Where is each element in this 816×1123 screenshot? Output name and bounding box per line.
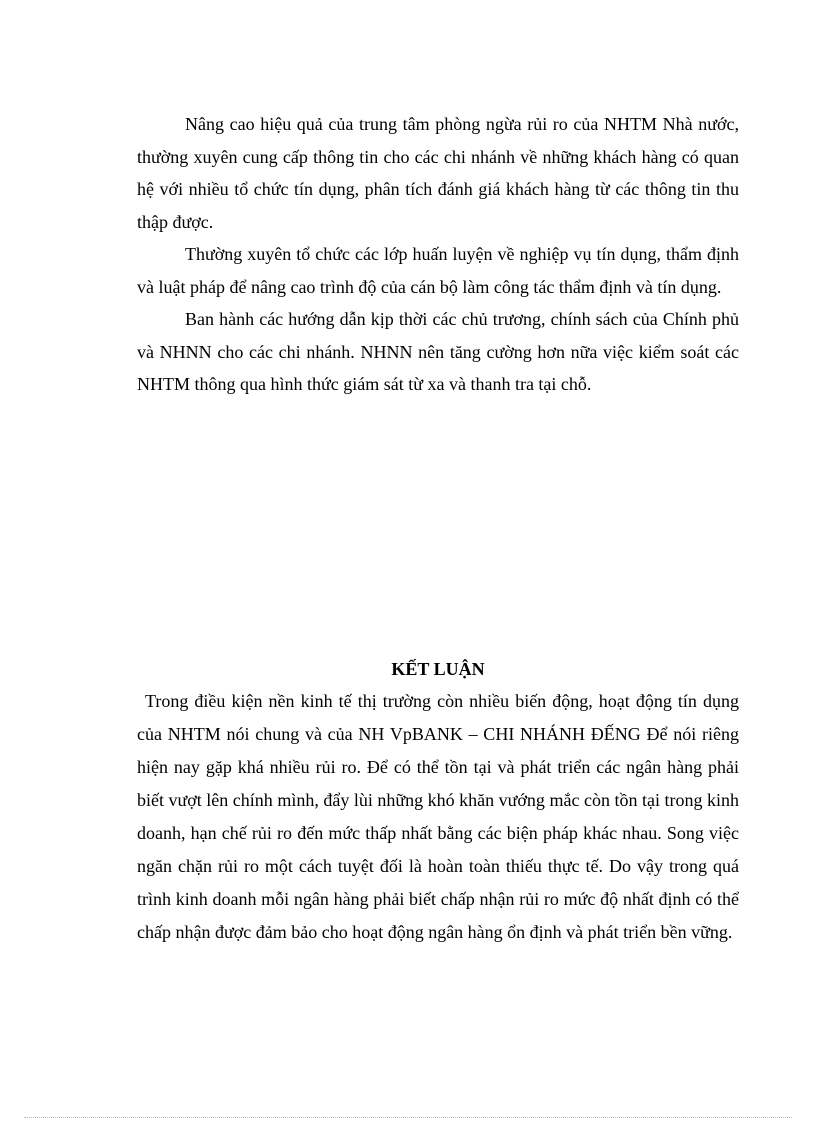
- paragraph-training-courses: Thường xuyên tổ chức các lớp huấn luyện về nghiệp vụ tín dụng, thẩm định và luật pháp để nâng cao trình độ của cán bộ làm công tác thẩm định và tín dụng.: [137, 244, 739, 297]
- page-bottom-divider: [24, 1117, 792, 1118]
- paragraph-risk-prevention-center: Nâng cao hiệu quả của trung tâm phòng ngừa rủi ro của NHTM Nhà nước, thường xuyên cung cấp thông tin cho các chi nhánh về những khách hàng có quan hệ với nhiều tổ chức tín dụng, phân tích đánh giá khách hàng từ các thông tin thu thập được.: [137, 114, 739, 232]
- conclusion-section: [137, 685, 739, 949]
- conclusion-paragraph: Trong điều kiện nền kinh tế thị trường còn nhiều biến động, hoạt động tín dụng của NHTM nói chung và của NH VpBANK – CHI NHÁNH ĐẾNG Để nói riêng hiện nay gặp khá nhiều rủi ro. Để có thể tồn tại và phát triển các ngân hàng phải biết vượt lên chính mình, đẩy lùi những khó khăn vướng mắc còn tồn tại trong kinh doanh, hạn chế rủi ro đến mức thấp nhất bằng các biện pháp khác nhau. Song việc ngăn chặn rủi ro một cách tuyệt đối là hoàn toàn thiếu thực tế. Do vậy trong quá trình kinh doanh mỗi ngân hàng phải biết chấp nhận rủi ro mức độ nhất định có thể chấp nhận được đảm bảo cho hoạt động ngân hàng ổn định và phát triển bền vững.: [137, 691, 739, 942]
- conclusion-heading: KẾT LUẬN: [391, 659, 485, 679]
- paragraph-guidance-supervision: Ban hành các hướng dẫn kịp thời các chủ trương, chính sách của Chính phủ và NHNN cho các chi nhánh. NHNN nên tăng cường hơn nữa việc kiểm soát các NHTM thông qua hình thức giám sát từ xa và thanh tra tại chỗ.: [137, 309, 739, 394]
- recommendations-section: [137, 108, 739, 401]
